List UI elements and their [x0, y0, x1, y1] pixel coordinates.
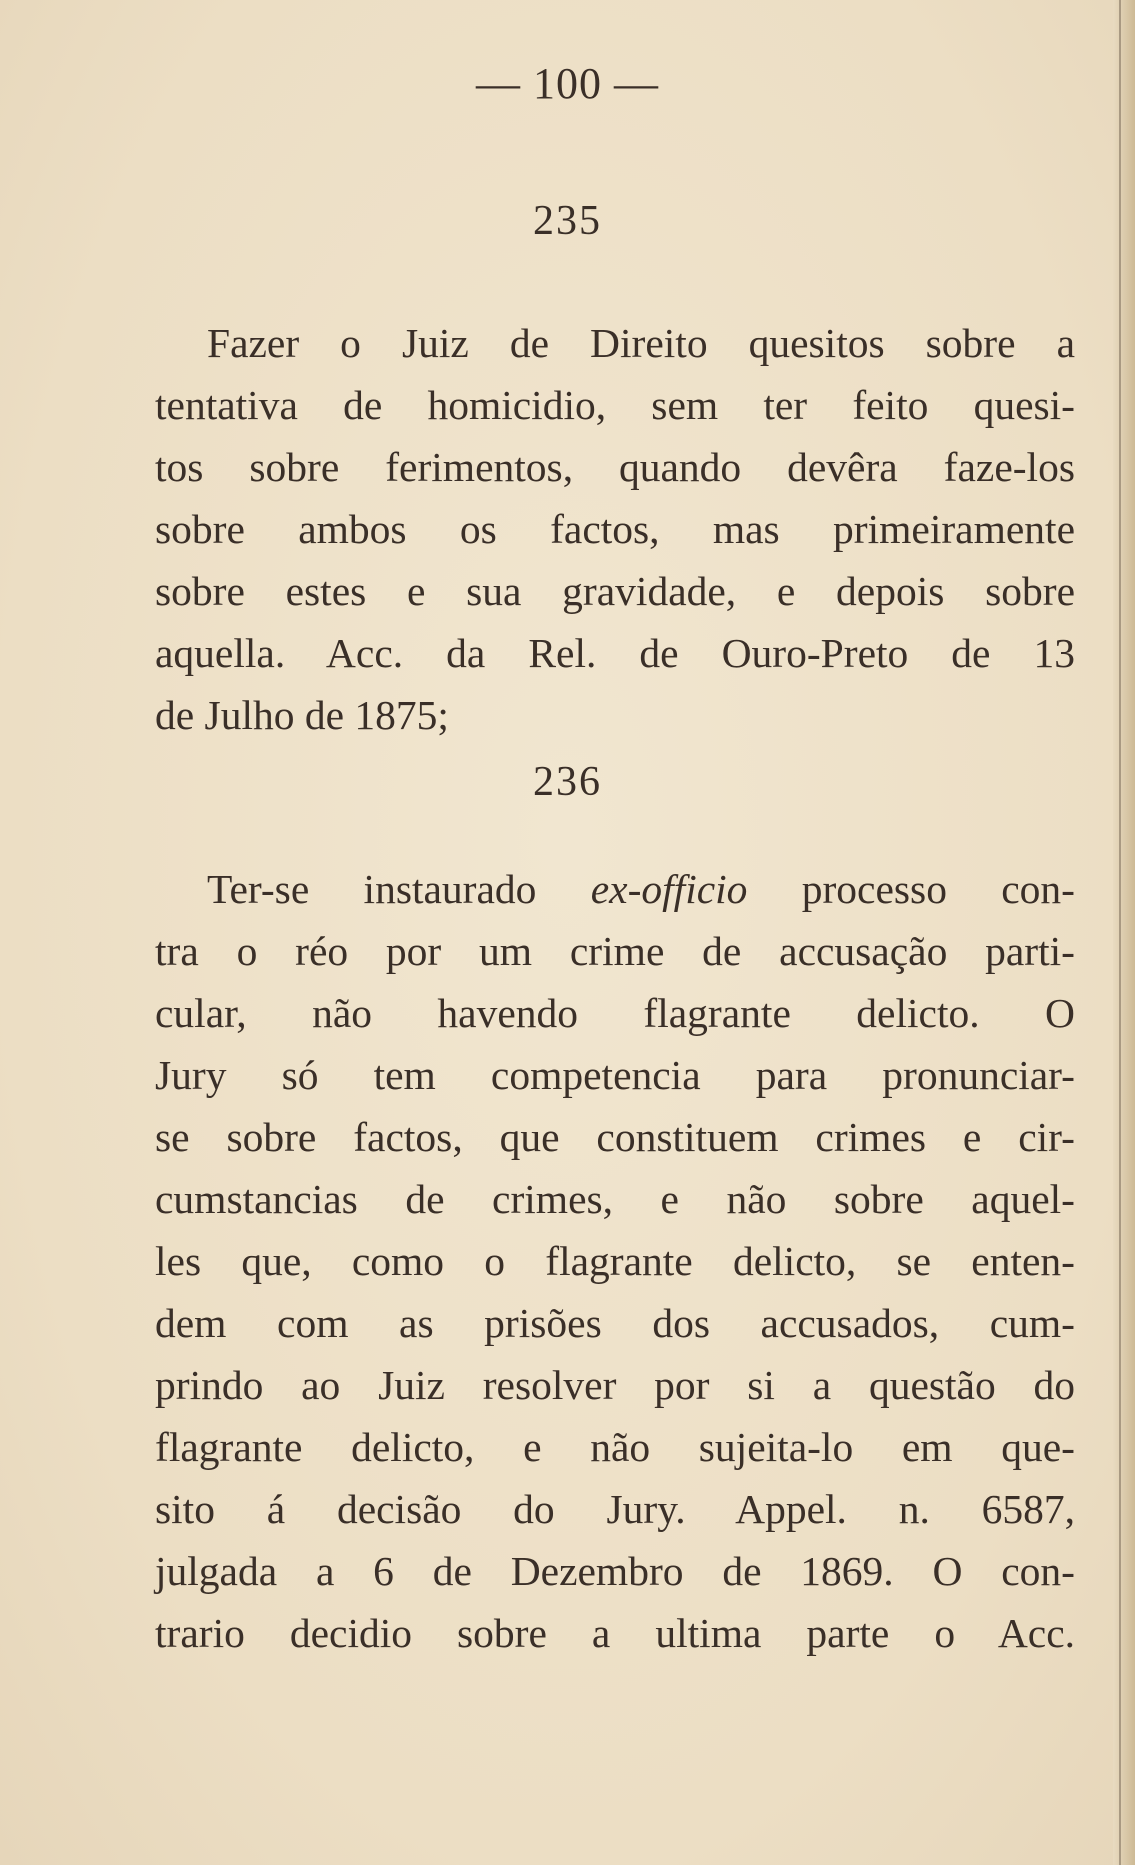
page-edge: [1113, 0, 1135, 1865]
text-line: Jury só tem competencia para pronunciar-: [155, 1052, 1075, 1098]
text-line: Fazer o Juiz de Direito quesitos sobre a: [207, 320, 1075, 366]
page-number: — 100 —: [476, 59, 659, 108]
text-line: prindo ao Juiz resolver por si a questão do: [155, 1362, 1075, 1408]
text-line: dem com as prisões dos accusados, cum-: [155, 1300, 1075, 1346]
text-line: cumstancias de crimes, e não sobre aquel-: [155, 1176, 1075, 1222]
text-line: se sobre factos, que constituem crimes e cir-: [155, 1114, 1075, 1160]
text-line: flagrante delicto, e não sujeita-lo em que-: [155, 1424, 1075, 1470]
text-line: trario decidio sobre a ultima parte o Acc.: [155, 1610, 1075, 1656]
text-line: tra o réo por um crime de accusação parti-: [155, 928, 1075, 974]
text-line: sobre ambos os factos, mas primeiramente: [155, 506, 1075, 552]
entry-number-236: 236: [533, 759, 602, 805]
entry-236-text: [155, 858, 1075, 1664]
entry-235-text: [155, 312, 1075, 746]
text-line: aquella. Acc. da Rel. de Ouro-Preto de 13: [155, 630, 1075, 676]
text-line: les que, como o flagrante delicto, se enten-: [155, 1238, 1075, 1284]
text-line: sito á decisão do Jury. Appel. n. 6587,: [155, 1486, 1075, 1532]
text-line: cular, não havendo flagrante delicto. O: [155, 990, 1075, 1036]
text-line-first: [155, 858, 1075, 920]
text-line: tentativa de homicidio, sem ter feito quesi-: [155, 382, 1075, 428]
text-segment: Ter-se instaurado: [207, 866, 591, 912]
text-line: sobre estes e sua gravidade, e depois sobre: [155, 568, 1075, 614]
text-line: tos sobre ferimentos, quando devêra faze-los: [155, 444, 1075, 490]
text-line: de Julho de 1875;: [155, 692, 449, 738]
page-edge-line: [1119, 0, 1121, 1865]
italic-term: ex-officio: [590, 866, 748, 912]
text-line: julgada a 6 de Dezembro de 1869. O con-: [155, 1548, 1075, 1594]
text-segment: processo con-: [747, 866, 1075, 912]
entry-number-235: 235: [533, 198, 602, 244]
